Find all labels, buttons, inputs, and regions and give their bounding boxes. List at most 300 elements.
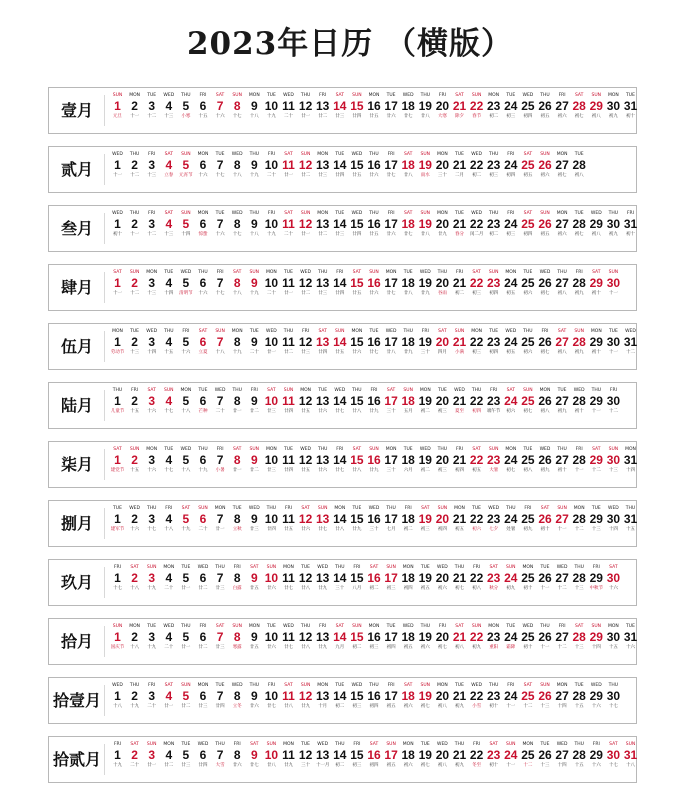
day-cell [177,152,194,190]
lunar-date: 小雪 [472,704,482,709]
day-cell [588,329,605,367]
lunar-date: 十八 [181,409,191,414]
lunar-date: 十八 [232,173,242,178]
weekday-label: MON [488,93,500,98]
weekday-label: MON [607,624,619,629]
divider [104,567,105,598]
weekday-label: SUN [403,388,413,393]
day-number: 13 [316,689,330,703]
day-cell [383,683,400,721]
day-cell [383,506,400,544]
day-cell [297,624,314,662]
day-cell [622,211,639,249]
day-number: 3 [148,571,156,585]
lunar-date: 九月 [335,645,345,650]
day-number: 6 [199,689,207,703]
day-number: 20 [435,571,450,585]
lunar-date: 中秋节 [589,586,604,591]
day-cell [519,447,536,485]
weekday-label: MON [248,93,260,98]
weekday-label: SAT [438,329,447,334]
lunar-date: 十五 [164,350,174,355]
day-number: 20 [435,158,450,172]
weekday-label: WED [608,506,619,511]
lunar-date: 十五 [198,114,208,119]
lunar-date: 处暑 [506,527,516,532]
weekday-label: TUE [284,270,293,275]
day-cell [160,93,177,131]
day-number: 25 [521,453,535,467]
lunar-date: 十三 [591,527,601,532]
lunar-date: 初七 [523,409,533,414]
day-number: 28 [572,512,586,526]
day-number: 8 [233,512,241,526]
weekday-label: SUN [557,506,567,511]
day-number: 12 [298,99,313,113]
lunar-date: 二十 [266,291,276,296]
day-number: 10 [264,99,279,113]
lunar-date: 廿六 [369,291,379,296]
day-number: 20 [435,689,450,703]
weekday-label: TUE [198,388,208,393]
day-cell [588,565,605,603]
weekday-label: THU [181,624,191,629]
lunar-date: 廿三 [266,468,276,473]
lunar-date: 十六 [181,350,191,355]
day-cell [434,270,451,308]
weekday-label: MON [231,329,243,334]
weekday-label: SUN [488,270,499,275]
weekday-label: SAT [609,742,618,747]
weekday-label: SAT [113,270,122,275]
weekday-label: FRI [336,447,344,452]
weekday-label: WED [539,270,551,275]
day-number: 22 [469,512,484,526]
day-cell [195,329,212,367]
day-cell [588,93,605,131]
weekday-label: THU [198,447,208,452]
day-number: 13 [316,217,330,231]
day-cell [195,683,212,721]
weekday-label: WED [129,506,140,511]
weekday-label: TUE [335,683,345,688]
lunar-date: 廿三 [266,409,276,414]
day-number: 11 [282,99,295,113]
weekday-label: MON [351,329,363,334]
day-number: 29 [589,571,603,585]
day-number: 2 [131,630,138,644]
day-number: 17 [384,99,398,113]
day-cell [263,565,280,603]
weekday-label: SAT [506,388,515,393]
weekday-label: MON [197,211,209,216]
lunar-date: 十五 [626,527,635,532]
lunar-date: 小寒 [181,114,191,119]
weekday-label: SAT [403,152,413,157]
weekday-label: SAT [352,270,362,275]
day-number: 8 [233,276,241,290]
lunar-date: 初二 [403,527,413,532]
lunar-date: 廿七 [369,350,379,355]
weekday-label: SUN [129,270,140,275]
lunar-date: 廿六 [386,232,396,237]
weekday-label: FRI [387,152,395,157]
day-number: 4 [165,335,173,349]
weekday-label: SUN [232,93,242,98]
lunar-date: 三十 [386,468,396,473]
day-number: 23 [487,335,501,349]
lunar-date: 廿二 [198,586,208,591]
day-cell [212,388,229,426]
lunar-date: 十七 [608,763,618,768]
day-cell [468,152,485,190]
day-cell [177,329,194,367]
day-number: 22 [469,158,484,172]
lunar-date: 儿童节 [110,409,125,414]
weekday-label: FRI [507,683,515,688]
day-cell [485,447,502,485]
day-number: 31 [623,217,638,231]
day-number: 29 [589,630,603,644]
day-number: 15 [350,453,364,467]
lunar-date: 初十 [626,232,635,237]
day-number: 10 [264,217,279,231]
month-row [48,382,637,429]
lunar-date: 初三 [472,350,482,355]
weekday-label: MON [129,93,140,98]
month-row [48,500,637,547]
lunar-date: 廿五 [284,527,293,532]
lunar-date: 十二 [130,173,140,178]
weekday-label: MON [146,447,158,452]
day-number: 17 [384,453,398,467]
day-number: 4 [165,276,173,290]
day-cell [229,683,246,721]
day-cell [160,565,177,603]
weekday-label: THU [249,211,260,216]
weekday-label: TUE [472,506,482,511]
lunar-date: 初九 [608,114,618,119]
day-cell [383,742,400,780]
day-cell [417,624,434,662]
weekday-label: TUE [266,93,276,98]
day-cell [605,211,622,249]
weekday-label: WED [471,152,482,157]
weekday-label: MON [590,329,602,334]
weekday-label: FRI [284,506,293,511]
weekday-label: SUN [540,211,550,216]
weekday-label: TUE [352,506,362,511]
lunar-date: 廿二 [249,468,259,473]
day-number: 20 [435,748,450,762]
day-cell [229,93,246,131]
lunar-date: 十四 [181,232,191,237]
lunar-date: 初四 [506,173,516,178]
weekday-label: SAT [523,211,533,216]
weekday-label: FRI [592,565,600,570]
weekday-label: SAT [284,211,293,216]
day-number: 25 [521,394,535,408]
day-number: 19 [418,453,432,467]
day-number: 26 [538,512,552,526]
day-number: 2 [131,394,138,408]
day-number: 10 [264,630,279,644]
weekday-label: MON [556,211,568,216]
weekday-label: FRI [353,742,361,747]
lunar-date: 二十 [249,350,259,355]
weekday-label: THU [215,565,225,570]
weekday-label: SUN [471,93,482,98]
day-cell [605,683,622,721]
weekday-label: SAT [215,624,225,629]
day-cell [348,683,365,721]
lunar-date: 十一 [557,527,567,532]
day-cell [400,329,417,367]
day-cell [502,506,519,544]
day-cell [177,447,194,485]
weekday-label: SUN [506,742,516,747]
day-cell [126,447,143,485]
weekday-label: TUE [591,506,601,511]
day-cell [366,506,383,544]
day-number: 3 [148,99,156,113]
weekday-label: WED [505,329,517,334]
day-cell [195,388,212,426]
weekday-label: SUN [471,624,482,629]
lunar-date: 廿六 [266,586,276,591]
lunar-date: 初九 [540,468,550,473]
day-number: 16 [367,158,381,172]
day-cell [537,565,554,603]
day-cell [195,506,212,544]
weekday-label: SAT [574,93,584,98]
lunar-date: 廿八 [352,409,362,414]
lunar-date: 廿七 [284,586,293,591]
day-cell [537,93,554,131]
weekday-label: FRI [438,93,446,98]
day-number: 5 [182,158,190,172]
day-number: 29 [589,335,603,349]
weekday-label: TUE [335,152,345,157]
lunar-date: 初十 [523,586,533,591]
month-row [48,736,637,783]
day-number: 2 [131,217,138,231]
day-cell [485,388,502,426]
day-cell [571,270,588,308]
day-number: 2 [131,571,138,585]
lunar-date: 十三 [574,586,584,591]
lunar-date: 立春 [164,173,174,178]
day-number: 25 [521,276,535,290]
lunar-date: 十七 [164,468,174,473]
lunar-date: 廿六 [301,527,311,532]
weekday-label: MON [471,329,482,334]
lunar-date: 初四 [369,704,379,709]
weekday-label: THU [146,506,157,511]
weekday-label: FRI [113,565,122,570]
day-number: 24 [504,335,518,349]
lunar-date: 十八 [130,586,140,591]
weekday-label: SUN [112,624,123,629]
day-cell [177,93,194,131]
day-number: 19 [418,748,432,762]
weekday-label: THU [557,270,567,275]
day-cell [485,152,502,190]
lunar-date: 初八 [591,114,601,119]
weekday-label: WED [112,152,123,157]
day-cell [160,506,177,544]
day-cell [400,211,417,249]
lunar-date: 廿九 [403,350,413,355]
day-cell [417,388,434,426]
lunar-date: 初八 [557,350,567,355]
day-cell [331,152,348,190]
day-number: 28 [572,394,586,408]
weekday-label: MON [385,447,397,452]
lunar-date: 春分 [455,232,464,237]
weekday-label: WED [180,447,192,452]
weekday-label: SAT [164,683,173,688]
day-number: 12 [298,571,313,585]
day-cell [468,211,485,249]
day-number: 12 [298,689,313,703]
day-number: 31 [623,99,638,113]
day-number: 19 [418,158,432,172]
lunar-date: 雨水 [420,173,430,178]
lunar-date: 廿八 [266,763,276,768]
lunar-date: 冬至 [472,763,482,768]
weekday-label: SAT [130,565,139,570]
weekday-label: THU [232,388,242,393]
day-number: 8 [233,158,241,172]
divider [104,213,105,244]
lunar-date: 廿四 [352,232,362,237]
lunar-date: 初五 [386,763,396,768]
lunar-date: 廿一 [147,763,157,768]
day-cell [246,211,263,249]
day-number: 1 [114,99,121,113]
day-number: 11 [282,630,295,644]
lunar-date: 初十 [489,763,499,768]
lunar-date: 三十 [386,409,396,414]
day-number: 1 [114,571,121,585]
day-number: 26 [538,394,552,408]
day-number: 18 [401,512,415,526]
weekday-label: WED [488,506,500,511]
day-cell [366,683,383,721]
lunar-date: 二十 [266,173,276,178]
lunar-date: 初三 [352,763,362,768]
day-number: 14 [333,335,347,349]
weekday-label: THU [488,683,499,688]
weekday-label: SAT [523,683,533,688]
day-cell [297,565,314,603]
weekday-label: SAT [130,742,139,747]
day-cell [297,152,314,190]
day-cell [263,683,280,721]
weekday-label: WED [266,329,277,334]
weekday-label: SUN [352,93,362,98]
day-number: 5 [182,394,190,408]
day-number: 21 [452,394,467,408]
day-cell [366,624,383,662]
day-number: 5 [182,571,190,585]
lunar-date: 十八 [249,232,259,237]
weekday-label: THU [112,388,123,393]
day-cell [246,152,263,190]
lunar-date: 初五 [540,114,550,119]
day-cell [622,329,639,367]
weekday-label: SAT [113,447,122,452]
day-cell [314,565,331,603]
day-cell [451,683,468,721]
lunar-date: 廿一 [266,350,276,355]
day-number: 24 [504,630,518,644]
weekday-label: SUN [369,447,379,452]
day-cell [519,683,536,721]
day-number: 17 [384,512,398,526]
lunar-date: 十三 [540,763,550,768]
weekday-label: FRI [592,742,600,747]
lunar-date: 初四 [455,468,464,473]
weekday-label: TUE [386,93,396,98]
lunar-date: 七月 [386,527,396,532]
weekday-label: FRI [216,270,224,275]
divider [104,95,105,126]
lunar-date: 十九 [147,586,157,591]
day-number: 6 [199,217,207,231]
month-row [48,87,637,134]
day-number: 19 [418,630,432,644]
day-cell [588,447,605,485]
weekday-label: TUE [455,211,464,216]
day-number: 28 [572,335,586,349]
day-number: 21 [452,571,467,585]
day-cell [434,329,451,367]
day-cell [297,93,314,131]
lunar-date: 十三 [574,645,584,650]
lunar-date: 廿二 [301,291,311,296]
day-number: 5 [182,630,190,644]
weekday-label: THU [523,329,533,334]
weekday-label: THU [557,447,567,452]
lunar-date: 十一 [591,409,601,414]
day-number: 16 [367,630,381,644]
weekday-label: THU [369,211,379,216]
weekday-label: WED [351,152,363,157]
day-cell [468,742,485,780]
lunar-date: 廿六 [386,114,396,119]
day-cell [485,93,502,131]
day-cell [502,683,519,721]
day-number: 9 [250,571,258,585]
lunar-date: 廿四 [215,704,225,709]
day-cell [502,152,519,190]
lunar-date: 初三 [472,291,482,296]
weekday-label: WED [146,329,158,334]
month-row [48,677,637,724]
lunar-date: 廿五 [369,232,379,237]
day-cell [331,388,348,426]
day-number: 22 [469,571,484,585]
weekday-label: THU [317,447,328,452]
day-cell [537,152,554,190]
weekday-label: SUN [112,93,123,98]
day-cell [348,506,365,544]
weekday-label: TUE [164,447,174,452]
lunar-date: 十四 [557,763,567,768]
day-number: 3 [148,453,156,467]
